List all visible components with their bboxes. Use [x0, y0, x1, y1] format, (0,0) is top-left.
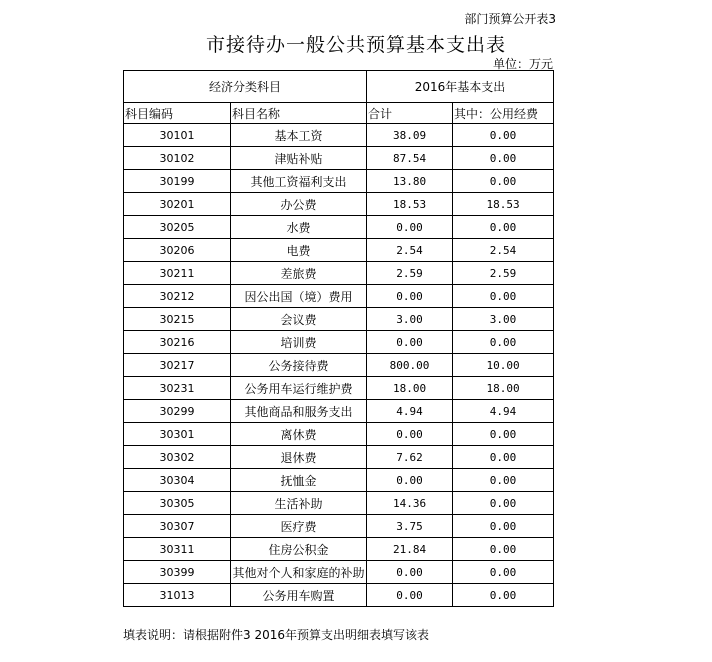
row-code: 30101: [124, 124, 231, 147]
row-name: 培训费: [231, 331, 367, 354]
row-name: 生活补助: [231, 492, 367, 515]
col-public-header: 其中：公用经费: [453, 103, 554, 124]
col-code-header: 科目编码: [124, 103, 231, 124]
row-name: 公务用车购置: [231, 584, 367, 607]
row-code: 30304: [124, 469, 231, 492]
row-public: 4.94: [453, 400, 554, 423]
table-row: [124, 469, 554, 492]
row-public: 0.00: [453, 584, 554, 607]
table-number-label: 部门预算公开表3: [464, 12, 556, 26]
row-code: 30307: [124, 515, 231, 538]
table-row: [124, 170, 554, 193]
row-total: 7.62: [367, 446, 453, 469]
row-public: 0.00: [453, 538, 554, 561]
row-public: 18.00: [453, 377, 554, 400]
table-row: [124, 147, 554, 170]
table-row: [124, 584, 554, 607]
row-public: 0.00: [453, 285, 554, 308]
table-row: [124, 423, 554, 446]
row-public: 18.53: [453, 193, 554, 216]
row-code: 30199: [124, 170, 231, 193]
row-public: 3.00: [453, 308, 554, 331]
column-header-row: [124, 103, 554, 124]
row-code: 31013: [124, 584, 231, 607]
row-code: 30215: [124, 308, 231, 331]
row-total: 38.09: [367, 124, 453, 147]
row-public: 10.00: [453, 354, 554, 377]
table-row: [124, 239, 554, 262]
row-name: 退休费: [231, 446, 367, 469]
row-public: 0.00: [453, 170, 554, 193]
row-name: 因公出国（境）费用: [231, 285, 367, 308]
row-name: 基本工资: [231, 124, 367, 147]
row-public: 0.00: [453, 492, 554, 515]
table-row: [124, 124, 554, 147]
row-total: 13.80: [367, 170, 453, 193]
fill-instructions: 填表说明：请根据附件3 2016年预算支出明细表填写该表: [123, 628, 429, 642]
row-code: 30301: [124, 423, 231, 446]
row-total: 0.00: [367, 423, 453, 446]
table-row: [124, 561, 554, 584]
page-title: 市接待办一般公共预算基本支出表: [205, 34, 506, 56]
row-total: 18.00: [367, 377, 453, 400]
row-name: 公务接待费: [231, 354, 367, 377]
row-code: 30216: [124, 331, 231, 354]
row-name: 会议费: [231, 308, 367, 331]
table-row: [124, 285, 554, 308]
row-code: 30231: [124, 377, 231, 400]
row-total: 2.59: [367, 262, 453, 285]
row-name: 公务用车运行维护费: [231, 377, 367, 400]
row-public: 0.00: [453, 124, 554, 147]
row-name: 津贴补贴: [231, 147, 367, 170]
row-code: 30201: [124, 193, 231, 216]
row-code: 30299: [124, 400, 231, 423]
table-row: [124, 216, 554, 239]
table-row: [124, 331, 554, 354]
row-public: 2.54: [453, 239, 554, 262]
row-code: 30205: [124, 216, 231, 239]
row-code: 30305: [124, 492, 231, 515]
row-public: 0.00: [453, 147, 554, 170]
row-total: 0.00: [367, 216, 453, 239]
row-name: 差旅费: [231, 262, 367, 285]
row-total: 0.00: [367, 331, 453, 354]
row-total: 18.53: [367, 193, 453, 216]
row-public: 2.59: [453, 262, 554, 285]
row-name: 水费: [231, 216, 367, 239]
table-row: [124, 492, 554, 515]
row-total: 2.54: [367, 239, 453, 262]
basic-expenditure-header: 2016年基本支出: [367, 71, 554, 103]
row-total: 800.00: [367, 354, 453, 377]
row-public: 0.00: [453, 331, 554, 354]
table-row: [124, 308, 554, 331]
row-code: 30206: [124, 239, 231, 262]
table-row: [124, 354, 554, 377]
row-public: 0.00: [453, 446, 554, 469]
row-name: 其他对个人和家庭的补助: [231, 561, 367, 584]
row-name: 医疗费: [231, 515, 367, 538]
row-name: 抚恤金: [231, 469, 367, 492]
row-total: 0.00: [367, 285, 453, 308]
budget-table: [123, 70, 554, 607]
row-code: 30311: [124, 538, 231, 561]
row-public: 0.00: [453, 515, 554, 538]
table-row: [124, 538, 554, 561]
economic-category-header: 经济分类科目: [124, 71, 367, 103]
row-code: 30302: [124, 446, 231, 469]
row-code: 30212: [124, 285, 231, 308]
row-total: 3.75: [367, 515, 453, 538]
row-total: 14.36: [367, 492, 453, 515]
row-total: 0.00: [367, 561, 453, 584]
table-row: [124, 446, 554, 469]
row-code: 30399: [124, 561, 231, 584]
unit-label: 单位：万元: [492, 57, 553, 71]
row-public: 0.00: [453, 423, 554, 446]
row-total: 87.54: [367, 147, 453, 170]
row-public: 0.00: [453, 216, 554, 239]
row-total: 3.00: [367, 308, 453, 331]
table-row: [124, 400, 554, 423]
row-total: 0.00: [367, 584, 453, 607]
row-code: 30217: [124, 354, 231, 377]
row-total: 4.94: [367, 400, 453, 423]
row-total: 21.84: [367, 538, 453, 561]
table-row: [124, 262, 554, 285]
row-public: 0.00: [453, 561, 554, 584]
row-name: 其他商品和服务支出: [231, 400, 367, 423]
table-row: [124, 377, 554, 400]
row-code: 30102: [124, 147, 231, 170]
row-name: 办公费: [231, 193, 367, 216]
row-name: 离休费: [231, 423, 367, 446]
col-name-header: 科目名称: [231, 103, 367, 124]
table-row: [124, 193, 554, 216]
row-name: 住房公积金: [231, 538, 367, 561]
row-name: 电费: [231, 239, 367, 262]
table-row: [124, 515, 554, 538]
row-code: 30211: [124, 262, 231, 285]
row-public: 0.00: [453, 469, 554, 492]
group-header-row: [124, 71, 554, 103]
col-total-header: 合计: [367, 103, 453, 124]
row-total: 0.00: [367, 469, 453, 492]
row-name: 其他工资福利支出: [231, 170, 367, 193]
